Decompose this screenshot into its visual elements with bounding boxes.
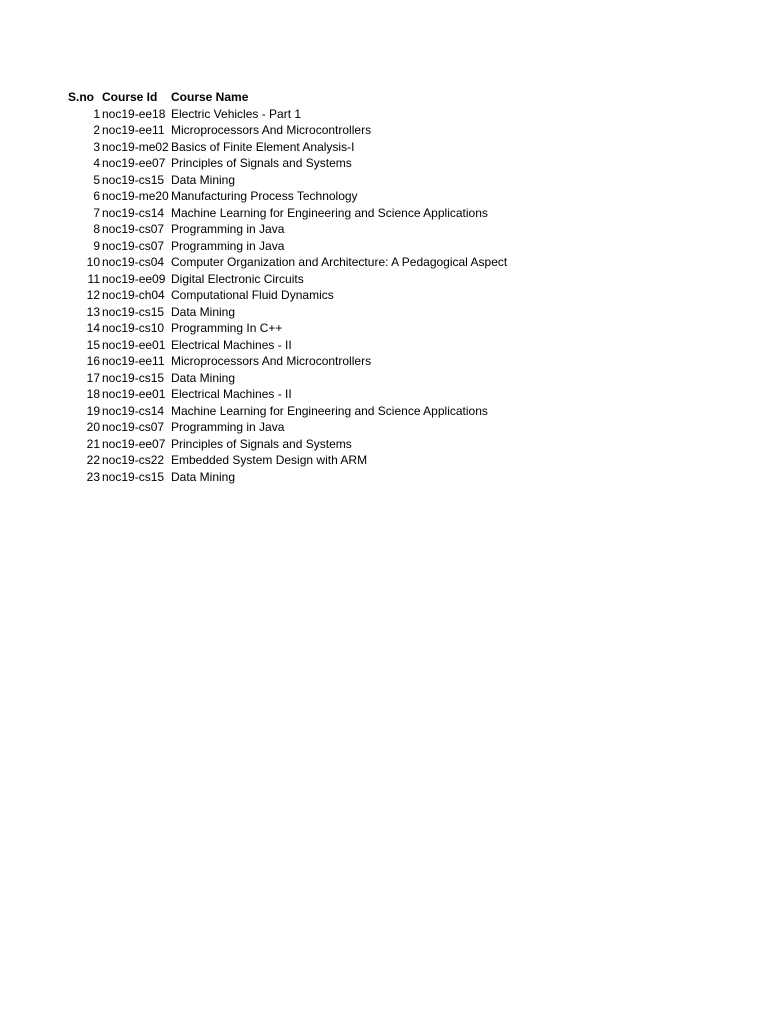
cell-sno: 9 [93, 238, 100, 253]
table-row [0, 221, 768, 238]
cell-course-id: noc19-me20 [102, 189, 169, 203]
cell-course-id: noc19-me02 [102, 139, 169, 154]
cell-course-name: Electric Vehicles - Part 1 [171, 106, 302, 121]
table-row [0, 304, 768, 321]
cell-sno: 18 [86, 387, 100, 401]
table-row [0, 386, 768, 403]
table-row [0, 271, 768, 288]
table-row [0, 353, 768, 370]
cell-course-name: Digital Electronic Circuits [171, 271, 304, 286]
header-course-name: Course Name [171, 90, 249, 104]
cell-course-id: noc19-ee01 [102, 387, 166, 401]
table-row [0, 337, 768, 354]
cell-sno: 11 [87, 271, 100, 286]
cell-course-id: noc19-cs15 [102, 172, 165, 187]
cell-course-id: noc19-cs14 [102, 205, 165, 220]
cell-course-name: Microprocessors And Microcontrollers [171, 354, 372, 368]
cell-course-name: Programming In C++ [171, 321, 283, 335]
cell-sno: 22 [86, 453, 100, 467]
cell-course-id: noc19-ee01 [102, 337, 166, 352]
table-row [0, 436, 768, 453]
cell-course-name: Machine Learning for Engineering and Science Applications [171, 403, 488, 418]
table-row [0, 254, 768, 271]
cell-course-name: Programming in Java [171, 222, 285, 236]
cell-sno: 14 [86, 321, 100, 335]
cell-sno: 15 [86, 337, 100, 352]
header-course-id: Course Id [102, 90, 158, 104]
cell-course-id: noc19-ee18 [102, 106, 166, 121]
cell-sno: 19 [86, 403, 100, 418]
table-row [0, 238, 768, 255]
cell-sno: 4 [93, 156, 100, 170]
cell-course-id: noc19-cs15 [102, 469, 165, 484]
cell-course-name: Data Mining [171, 304, 236, 319]
cell-sno: 10 [86, 255, 100, 269]
course-table [0, 89, 768, 485]
cell-course-name: Basics of Finite Element Analysis-I [171, 139, 355, 154]
table-row [0, 469, 768, 486]
cell-sno: 13 [86, 304, 100, 319]
cell-course-id: noc19-cs15 [102, 304, 165, 319]
cell-sno: 6 [93, 189, 100, 203]
cell-course-name: Electrical Machines - II [171, 337, 292, 352]
cell-course-name: Programming in Java [171, 420, 285, 434]
cell-course-id: noc19-cs15 [102, 370, 165, 385]
cell-course-name: Machine Learning for Engineering and Science Applications [171, 205, 488, 220]
cell-course-name: Principles of Signals and Systems [171, 436, 352, 451]
table-row [0, 419, 768, 436]
cell-course-name: Computer Organization and Architecture: A Pedagogical Aspect [171, 255, 508, 269]
cell-course-name: Embedded System Design with ARM [171, 453, 368, 467]
table-row [0, 188, 768, 205]
cell-course-id: noc19-cs14 [102, 403, 165, 418]
cell-sno: 17 [86, 370, 100, 385]
cell-course-id: noc19-cs07 [102, 222, 165, 236]
table-row [0, 155, 768, 172]
cell-sno: 3 [93, 139, 100, 154]
table-row [0, 172, 768, 189]
cell-course-name: Computational Fluid Dynamics [171, 288, 334, 302]
cell-course-id: noc19-cs04 [102, 255, 165, 269]
table-row [0, 287, 768, 304]
cell-course-id: noc19-cs22 [102, 453, 165, 467]
cell-course-name: Principles of Signals and Systems [171, 156, 352, 170]
cell-sno: 23 [86, 469, 100, 484]
cell-course-name: Programming in Java [171, 238, 285, 253]
cell-course-name: Data Mining [171, 172, 236, 187]
cell-course-name: Data Mining [171, 370, 236, 385]
cell-course-id: noc19-ee11 [102, 354, 165, 368]
cell-course-name: Electrical Machines - II [171, 387, 292, 401]
table-row [0, 320, 768, 337]
table-row [0, 139, 768, 156]
table-header-row [0, 89, 768, 106]
cell-sno: 5 [93, 172, 100, 187]
cell-sno: 21 [86, 436, 100, 451]
table-row [0, 403, 768, 420]
cell-course-id: noc19-cs07 [102, 420, 165, 434]
table-row [0, 452, 768, 469]
cell-course-id: noc19-ee11 [102, 123, 165, 137]
table-row [0, 106, 768, 123]
cell-sno: 1 [93, 106, 100, 121]
table-row [0, 370, 768, 387]
cell-course-name: Microprocessors And Microcontrollers [171, 123, 372, 137]
cell-sno: 8 [93, 222, 100, 236]
header-sno: S.no [68, 90, 94, 104]
cell-sno: 20 [86, 420, 100, 434]
cell-course-name: Manufacturing Process Technology [171, 189, 358, 203]
table-row [0, 205, 768, 222]
cell-course-id: noc19-ch04 [102, 288, 165, 302]
table-row [0, 122, 768, 139]
cell-course-id: noc19-ee07 [102, 436, 166, 451]
table-body [0, 106, 768, 486]
cell-course-id: noc19-cs07 [102, 238, 165, 253]
cell-sno: 2 [93, 123, 100, 137]
cell-sno: 12 [86, 288, 100, 302]
cell-course-id: noc19-cs10 [102, 321, 165, 335]
cell-sno: 16 [86, 354, 100, 368]
cell-course-name: Data Mining [171, 469, 236, 484]
cell-sno: 7 [93, 205, 100, 220]
cell-course-id: noc19-ee09 [102, 271, 166, 286]
cell-course-id: noc19-ee07 [102, 156, 166, 170]
